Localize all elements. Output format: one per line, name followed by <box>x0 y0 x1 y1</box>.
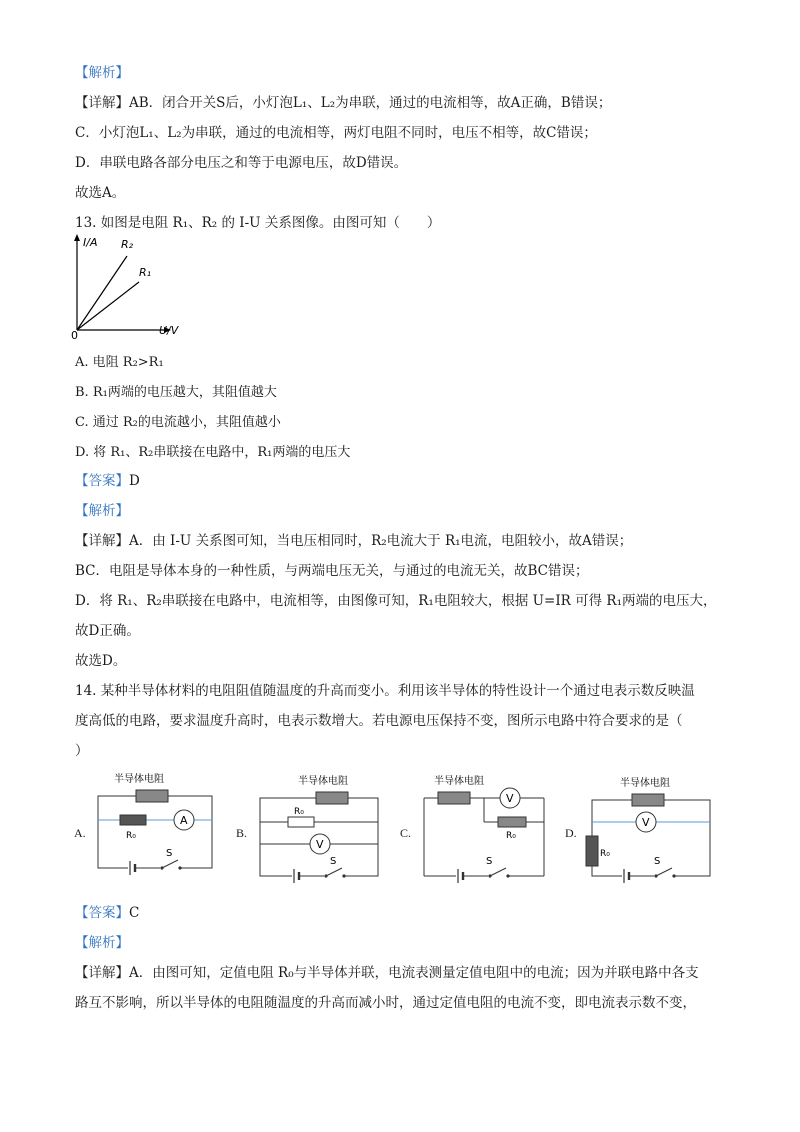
meter-label: V <box>642 816 650 829</box>
q13-detail-4: 故D正确。 <box>75 623 140 639</box>
line-r2 <box>77 256 127 330</box>
r0-label: R₀ <box>600 849 610 859</box>
circuit-d <box>582 772 716 884</box>
q13-answer: D <box>129 473 140 489</box>
answer-tag: 【答案】 <box>75 473 129 489</box>
r0-resistor <box>586 836 598 866</box>
q14-answer-line <box>75 904 139 922</box>
q14-stem-2: 度高低的电路，要求温度升高时，电表示数增大。若电源电压保持不变，图所示电路中符合要求的是（ <box>75 713 683 729</box>
q14-stem-3: ） <box>75 743 89 759</box>
q13-detail-3: D．将 R₁、R₂串联接在电路中，电流相等，由图像可知，R₁电阻较大，根据 U=IR 可得 R₁两端的电压大， <box>75 593 717 609</box>
conclusion-line: 故选A。 <box>75 185 126 201</box>
semiconductor-resistor <box>316 792 348 804</box>
meter-label: A <box>180 814 188 827</box>
switch-label: S <box>166 848 173 859</box>
detail-text: A．由 I-U 关系图可知，当电压相同时，R₂电流大于 R₁电流，电阻较小，故A错误； <box>129 533 633 549</box>
q14-detail-1 <box>75 964 699 982</box>
switch-label: S <box>330 856 337 867</box>
detail-tag: 【详解】 <box>75 95 129 111</box>
q13-stem: 13. 如图是电阻 R₁、R₂ 的 I-U 关系图像。由图可知（ ） <box>75 215 441 231</box>
y-axis-label: I/A <box>83 236 98 249</box>
q14-analysis-heading: 【解析】 <box>75 935 129 951</box>
r0-resistor <box>120 815 146 825</box>
analysis-heading: 【解析】 <box>75 65 129 81</box>
detail-text: AB．闭合开关S后，小灯泡L₁、L₂为串联，通过的电流相等，故A正确，B错误； <box>129 95 612 111</box>
line-r1 <box>77 282 139 330</box>
semiconductor-resistor <box>632 794 664 806</box>
answer-tag: 【答案】 <box>75 905 129 921</box>
q14-detail-2: 路互不影响，所以半导体的电阻随温度的升高而减小时，通过定值电阻的电流不变，即电流表示数不变， <box>75 995 696 1011</box>
r0-label: R₀ <box>506 831 516 841</box>
q13-option-c: C. 通过 R₂的电流越小，其阻值越小 <box>75 415 281 430</box>
semiconductor-resistor <box>438 792 470 804</box>
semiconductor-label: 半导体电阻 <box>114 774 164 785</box>
r0-label: R₀ <box>294 807 304 817</box>
detail-text: A．由图可知，定值电阻 R₀与半导体并联，电流表测量定值电阻中的电流；因为并联电路中各支 <box>129 965 699 981</box>
switch-label: S <box>654 856 661 867</box>
x-axis-label: U/V <box>159 324 179 337</box>
q13-answer-line <box>75 472 140 490</box>
q13-option-a: A. 电阻 R₂>R₁ <box>75 355 164 370</box>
q13-option-d: D. 将 R₁、R₂串联接在电路中，R₁两端的电压大 <box>75 445 351 460</box>
semiconductor-label: 半导体电阻 <box>620 778 670 789</box>
r0-label: R₀ <box>126 831 136 841</box>
detail-line-3: D．串联电路各部分电压之和等于电源电压，故D错误。 <box>75 155 408 171</box>
circuit-c <box>418 772 552 884</box>
semiconductor-label: 半导体电阻 <box>434 776 484 787</box>
q13-conclusion: 故选D。 <box>75 653 127 669</box>
circuit-b-letter: B. <box>236 826 248 840</box>
q13-detail-1 <box>75 532 632 550</box>
r0-resistor <box>288 817 314 827</box>
r0-resistor <box>498 817 526 827</box>
circuit-a-letter: A. <box>74 826 86 840</box>
semiconductor-resistor <box>136 790 168 802</box>
q14-answer: C <box>129 905 140 921</box>
detail-tag: 【详解】 <box>75 965 129 981</box>
circuit-b <box>254 772 386 884</box>
q13-analysis-heading: 【解析】 <box>75 503 129 519</box>
origin-label: 0 <box>71 329 78 342</box>
y-axis-arrow <box>74 234 80 241</box>
q13-detail-2: BC．电阻是导体本身的一种性质，与两端电压无关，与通过的电流无关，故BC错误； <box>75 563 589 579</box>
iu-graph <box>65 232 205 342</box>
r1-label: R₁ <box>139 266 152 279</box>
q14-stem-1: 14. 某种半导体材料的电阻阻值随温度的升高而变小。利用该半导体的特性设计一个通过电表示数反映温 <box>75 683 695 699</box>
switch-icon <box>490 868 506 876</box>
detail-line-2: C．小灯泡L₁、L₂为串联，通过的电流相等，两灯电阻不同时，电压不相等，故C错误； <box>75 125 597 141</box>
semiconductor-label: 半导体电阻 <box>298 776 348 787</box>
q13-option-b: B. R₁两端的电压越大，其阻值越大 <box>75 385 277 400</box>
r2-label: R₂ <box>121 238 134 251</box>
circuit-a <box>92 768 222 880</box>
detail-line-1 <box>75 94 611 112</box>
circuit-d-letter: D. <box>565 826 577 840</box>
detail-tag: 【详解】 <box>75 533 129 549</box>
meter-label: V <box>506 792 514 805</box>
meter-label: V <box>316 838 324 851</box>
circuit-c-letter: C. <box>400 826 412 840</box>
switch-label: S <box>486 856 493 867</box>
